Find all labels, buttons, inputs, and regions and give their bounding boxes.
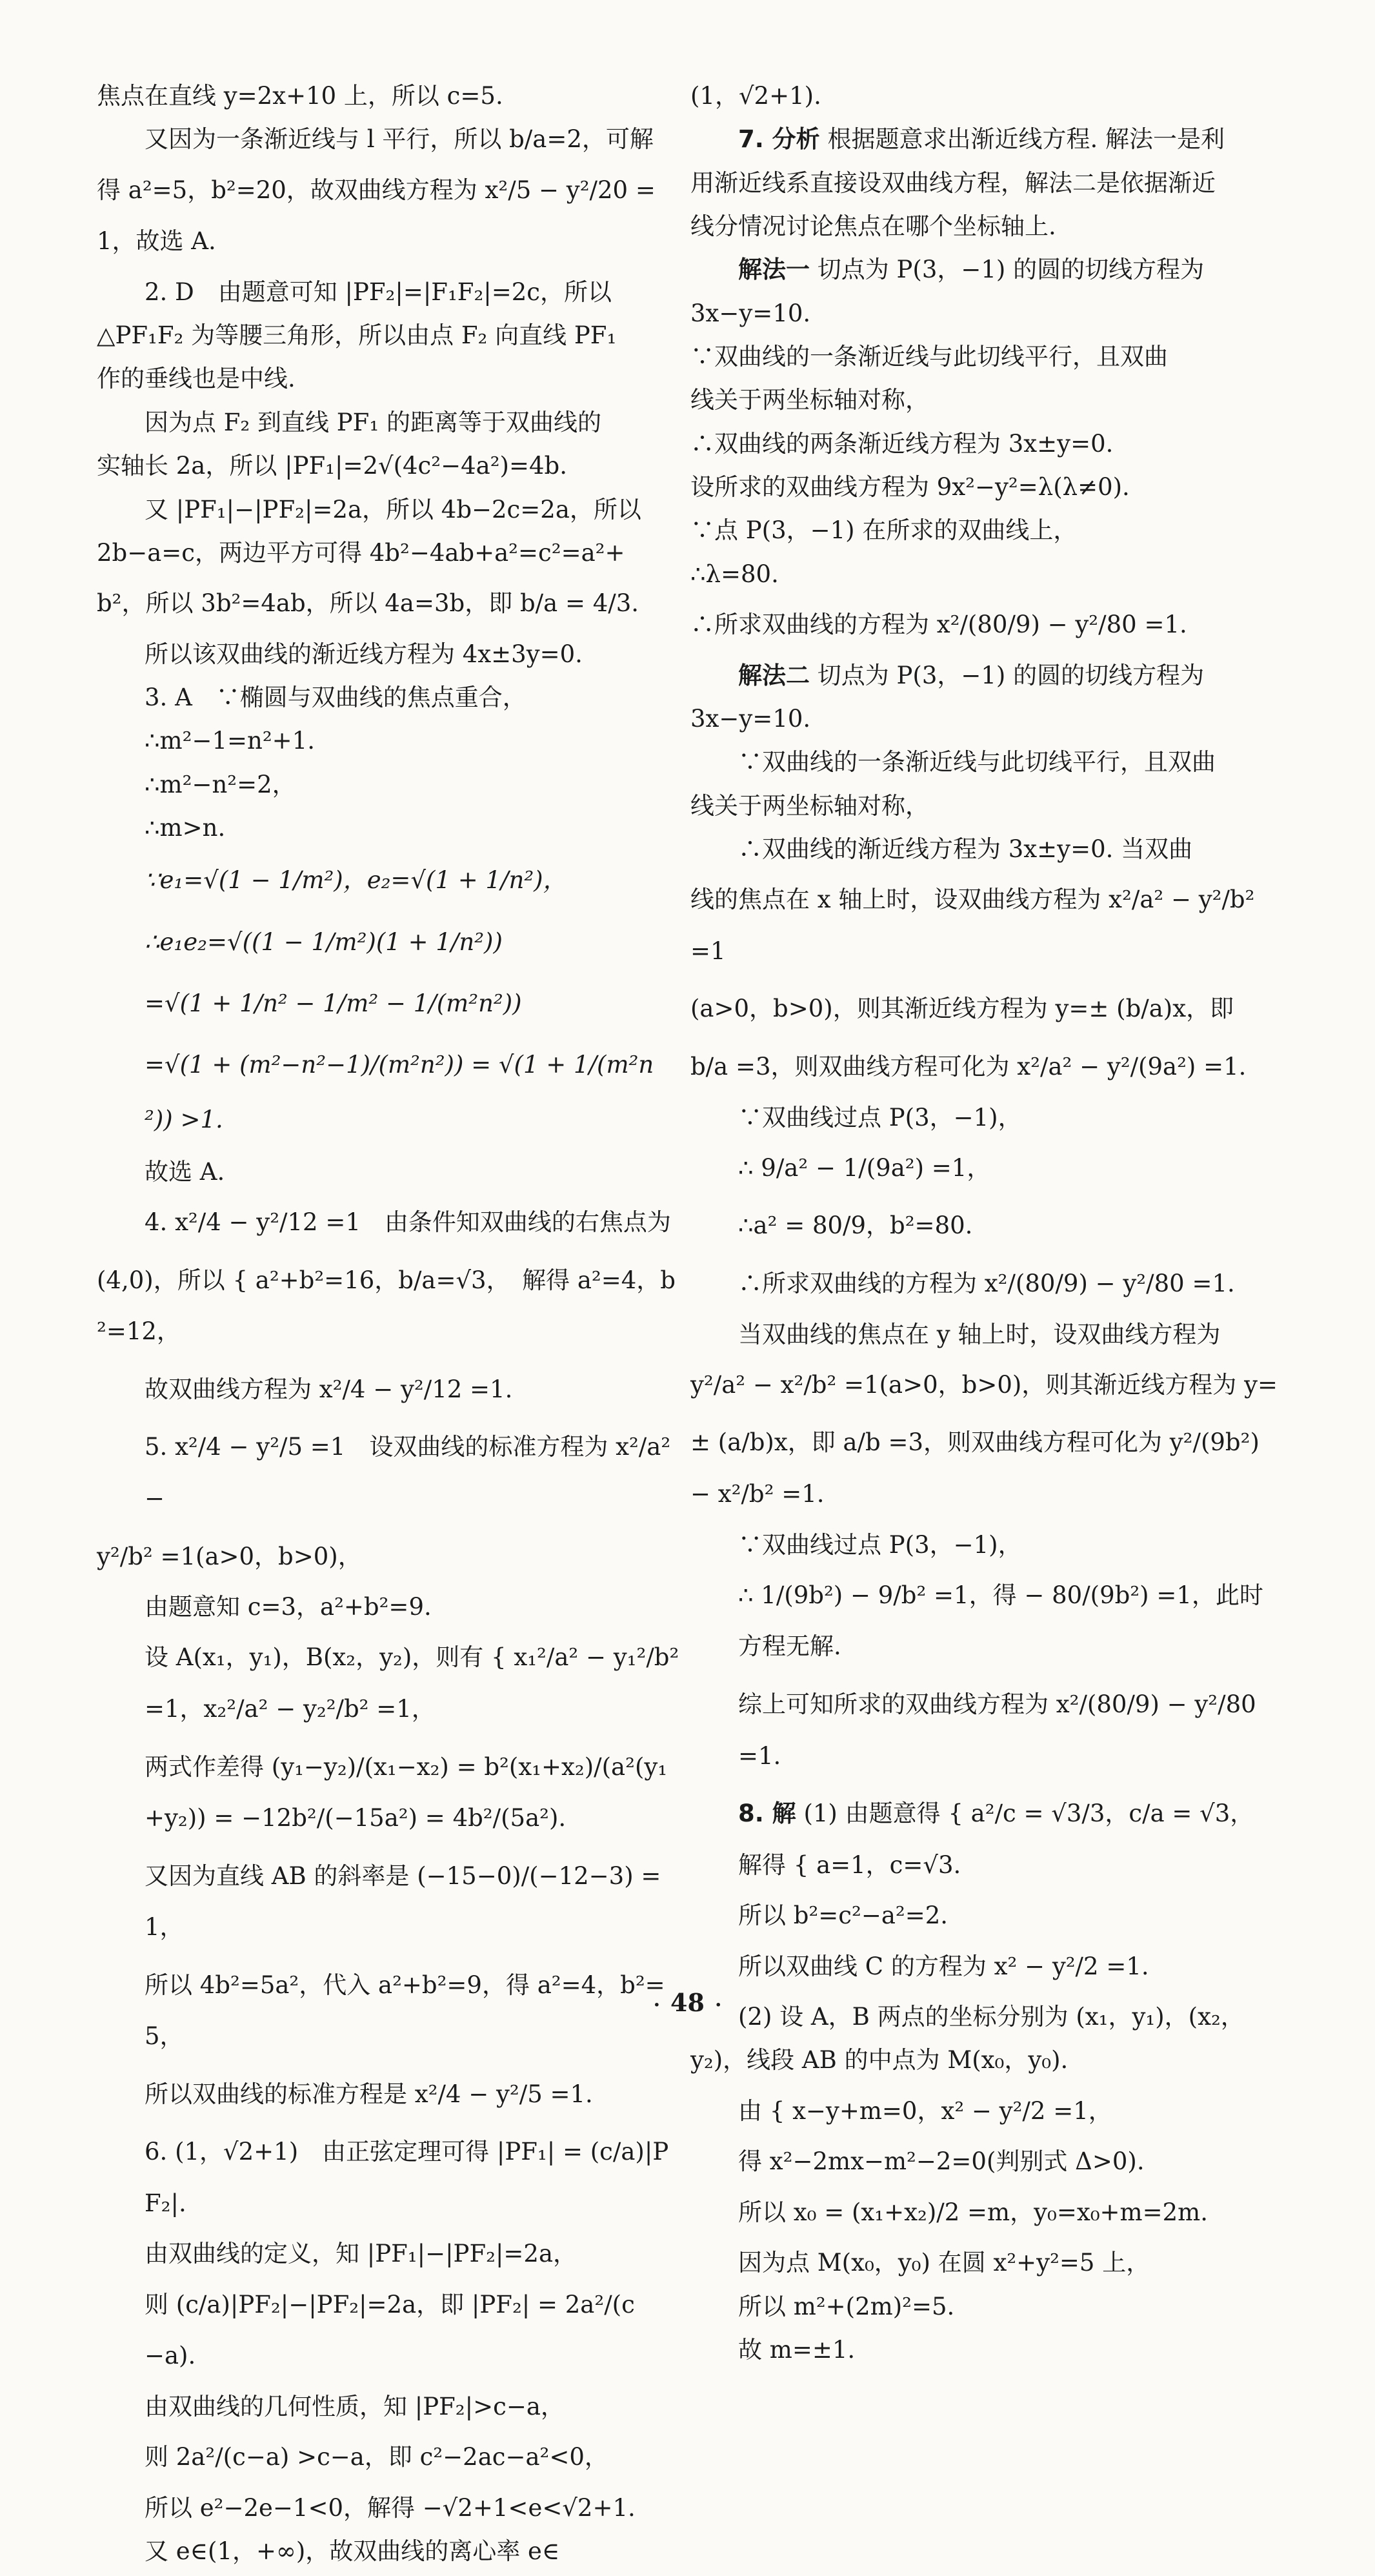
text-line — [97, 2533, 681, 2570]
text-line — [690, 787, 1281, 824]
solution-heading: 8. 解 — [738, 1800, 796, 1828]
text-line — [690, 744, 1281, 780]
line-text: 所以 b²=c²−a²=2. — [738, 1902, 948, 1930]
text-line — [97, 809, 681, 846]
line-text: 由题意知 c=3，a²+b²=9. — [145, 1593, 432, 1621]
text-line — [690, 251, 1281, 288]
line-text: ∴m²−1=n²+1. — [145, 727, 315, 755]
text-line — [97, 1364, 681, 1415]
line-text: 则 (c/a)|PF₂|−|PF₂|=2a，即 |PF₂| = 2a²/(c−a). — [145, 2290, 635, 2370]
line-text: 又 e∈(1，+∞)，故双曲线的离心率 e∈ — [145, 2537, 560, 2566]
text-line — [690, 2331, 1281, 2368]
line-text: 故 m=±1. — [738, 2335, 856, 2364]
line-text: 线分情况讨论焦点在哪个坐标轴上. — [690, 212, 1056, 241]
text-line — [97, 766, 681, 803]
line-text: 得 a²=5，b²=20，故双曲线方程为 x²/5 − y²/20 =1，故选 A. — [97, 176, 656, 256]
line-text: ∵双曲线过点 P(3，−1)， — [738, 1103, 1022, 1131]
line-text: (1) 由题意得 { a²/c = √3/3，c/a = √3， 解得 { a=1，c=√3. — [738, 1800, 1266, 1879]
text-line — [97, 1255, 681, 1357]
text-line — [690, 700, 1281, 737]
text-line — [97, 1531, 681, 1583]
text-line — [690, 1258, 1281, 1310]
line-text: 故选 A. — [145, 1157, 225, 1186]
text-line — [690, 1526, 1281, 1563]
text-line — [97, 1421, 681, 1524]
text-line — [97, 722, 681, 759]
line-text: 设所求的双曲线方程为 9x²−y²=λ(λ≠0). — [690, 473, 1130, 502]
line-text: 则 2a²/(c−a) >c−a，即 c²−2ac−a²<0， — [145, 2443, 608, 2471]
line-text: 又因为直线 AB 的斜率是 (−15−0)/(−12−3) =1， — [145, 1861, 661, 1942]
line-text: =√(1 + 1/n² − 1/m² − 1/(m²n²)) — [145, 989, 522, 1017]
line-text: 所以双曲线的标准方程是 x²/4 − y²/5 =1. — [145, 2080, 593, 2108]
text-line — [690, 874, 1281, 977]
line-text: 根据题意求出渐近线方程. 解法一是利 — [819, 125, 1225, 154]
text-line — [690, 1679, 1281, 1781]
text-line — [97, 2431, 681, 2483]
solution-heading: 解法二 — [738, 661, 810, 689]
line-text: ∴a² = 80/9，b²=80. — [738, 1212, 973, 1240]
line-text: 线的焦点在 x 轴上时，设双曲线方程为 x²/a² − y²/b² =1 — [690, 886, 1255, 965]
line-text: 设 A(x₁，y₁)，B(x₂，y₂)，则有 { x₁²/a² − y₁²/b² =1，x₂²/a² − y₂²/b² =1， — [145, 1643, 679, 1723]
text-line — [690, 1897, 1281, 1934]
line-text: 因为点 F₂ 到直线 PF₁ 的距离等于双曲线的 — [145, 408, 601, 436]
text-line — [690, 469, 1281, 505]
solution-heading: 解法一 — [738, 256, 810, 284]
text-line — [690, 1788, 1281, 1891]
line-text: 作的垂线也是中线. — [97, 365, 296, 393]
text-line — [97, 2490, 681, 2526]
line-text: y²/a² − x²/b² =1(a>0，b>0)，则其渐近线方程为 y= — [690, 1370, 1278, 1399]
text-line — [690, 1041, 1281, 1093]
line-text: 由 { x−y+m=0，x² − y²/2 =1， — [738, 2096, 1112, 2125]
line-text: ∴双曲线的渐近线方程为 3x±y=0. 当双曲 — [738, 835, 1193, 864]
line-text: ∴e₁e₂=√((1 − 1/m²)(1 + 1/n²)) — [145, 928, 503, 956]
line-text: ± (a/b)x，即 a/b =3，则双曲线方程可化为 y²/(9b²) − x²/b² =1. — [690, 1428, 1260, 1508]
line-text: 切点为 P(3，−1) 的圆的切线方程为 — [810, 256, 1205, 284]
text-line — [690, 1316, 1281, 1353]
line-text: ∵双曲线过点 P(3，−1)， — [738, 1530, 1022, 1559]
line-text: ∵双曲线的一条渐近线与此切线平行，且双曲 — [738, 748, 1216, 776]
text-line — [690, 77, 1281, 114]
text-line — [97, 274, 681, 310]
text-line — [97, 1741, 681, 1844]
line-text: ∴λ=80. — [690, 560, 779, 588]
text-line — [690, 121, 1281, 157]
line-text: 4. x²/4 − y²/12 =1 由条件知双曲线的右焦点为 — [145, 1208, 671, 1237]
text-line — [690, 165, 1281, 201]
text-line — [97, 2388, 681, 2425]
line-text: 3. A ∵椭圆与双曲线的焦点重合， — [145, 684, 527, 712]
text-line — [97, 1588, 681, 1625]
text-line — [97, 77, 681, 114]
right-column — [690, 77, 1281, 2375]
text-line — [97, 1851, 681, 1953]
line-text: 6. (1，√2+1) 由正弦定理可得 |PF₁| = (c/a)|PF₂|. — [145, 2138, 669, 2217]
line-text: ∵e₁=√(1 − 1/m²)，e₂=√(1 + 1/n²)， — [145, 866, 567, 895]
line-text: ∴所求双曲线的方程为 x²/(80/9) − y²/80 =1. — [738, 1270, 1235, 1298]
text-line — [690, 338, 1281, 375]
text-line — [690, 2288, 1281, 2325]
text-line — [97, 2126, 681, 2229]
text-line — [690, 556, 1281, 593]
text-line — [97, 2279, 681, 2382]
line-text: 3x−y=10. — [690, 705, 811, 733]
line-text: 所以 m²+(2m)²=5. — [738, 2292, 955, 2320]
line-text: 两式作差得 (y₁−y₂)/(x₁−x₂) = b²(x₁+x₂)/(a²(y₁+y₂)) = −12b²/(−15a²) = 4b²/(5a²). — [145, 1752, 668, 1832]
line-text: 又 |PF₁|−|PF₂|=2a，所以 4b−2c=2a，所以 — [145, 495, 641, 523]
text-line — [97, 121, 681, 157]
line-text: 3x−y=10. — [690, 299, 811, 327]
line-text: ∴m>n. — [145, 814, 226, 842]
text-line — [690, 983, 1281, 1035]
text-line — [690, 1941, 1281, 1993]
text-line — [97, 2069, 681, 2120]
line-text: ∴m²−n²=2， — [145, 770, 296, 798]
line-text: 综上可知所求的双曲线方程为 x²/(80/9) − y²/80 =1. — [738, 1690, 1256, 1770]
text-line — [690, 295, 1281, 332]
text-line — [97, 447, 681, 484]
text-line — [690, 1099, 1281, 1136]
text-line — [97, 317, 681, 354]
line-text: 得 x²−2mx−m²−2=0(判别式 Δ>0). — [738, 2147, 1145, 2176]
text-line — [97, 636, 681, 673]
text-line — [97, 491, 681, 528]
line-text: 故双曲线方程为 x²/4 − y²/12 =1. — [145, 1375, 513, 1403]
text-line — [690, 599, 1281, 651]
line-text: 由双曲线的几何性质，知 |PF₂|>c−a， — [145, 2392, 565, 2420]
text-line — [97, 976, 681, 1031]
line-text: 因为点 M(x₀，y₀) 在圆 x²+y²=5 上， — [738, 2249, 1150, 2277]
line-text: 所以 x₀ = (x₁+x₂)/2 =m，y₀=x₀+m=2m. — [738, 2198, 1209, 2226]
line-text: 2b−a=c，两边平方可得 4b²−4ab+a²=c²=a²+ — [97, 538, 625, 567]
line-text: 当双曲线的焦点在 y 轴上时，设双曲线方程为 — [738, 1320, 1221, 1348]
line-text: 5. x²/4 − y²/5 =1 设双曲线的标准方程为 x²/a² − — [145, 1433, 671, 1512]
page-number-dot-right: · — [714, 1994, 722, 2016]
text-line — [97, 2235, 681, 2272]
text-line — [690, 2187, 1281, 2238]
text-line — [690, 425, 1281, 462]
line-text: (1，√2+1). — [690, 82, 821, 110]
text-line — [690, 831, 1281, 867]
text-line — [690, 2143, 1281, 2180]
line-text: 由双曲线的定义，知 |PF₁|−|PF₂|=2a， — [145, 2240, 577, 2268]
line-text: 焦点在直线 y=2x+10 上，所以 c=5. — [97, 82, 503, 110]
text-line — [690, 657, 1281, 694]
line-text: 2. D 由题意可知 |PF₂|=|F₁F₂|=2c，所以 — [145, 278, 612, 306]
text-line — [97, 679, 681, 716]
text-line — [97, 578, 681, 629]
text-line — [97, 1037, 681, 1147]
text-line — [97, 1197, 681, 1248]
line-text: ∴ 1/(9b²) − 9/b² =1，得 − 80/(9b²) =1，此时方程无解. — [738, 1581, 1263, 1661]
text-line — [97, 534, 681, 571]
line-text: 切点为 P(3，−1) 的圆的切线方程为 — [810, 661, 1205, 689]
line-text: 实轴长 2a，所以 |PF₁|=2√(4c²−4a²)=4b. — [97, 452, 567, 480]
text-line — [97, 404, 681, 441]
line-text: (2) 设 A，B 两点的坐标分别为 (x₁，y₁)，(x₂， — [738, 2003, 1245, 2031]
text-line — [690, 208, 1281, 245]
left-column — [97, 77, 681, 2576]
line-text: ∴所求双曲线的方程为 x²/(80/9) − y²/80 =1. — [690, 611, 1187, 639]
line-text: 用渐近线系直接设双曲线方程，解法二是依据渐近 — [690, 168, 1216, 197]
text-line — [690, 2042, 1281, 2078]
line-text: ∴ 9/a² − 1/(9a²) =1， — [738, 1153, 991, 1182]
text-line — [97, 360, 681, 397]
line-text: (4,0)，所以 { a²+b²=16，b/a=√3， 解得 a²=4，b²=12， — [97, 1266, 676, 1346]
text-line — [690, 1200, 1281, 1252]
text-line — [690, 512, 1281, 549]
line-text: y₂)，线段 AB 的中点为 M(x₀，y₀). — [690, 2046, 1069, 2074]
line-text: 所以双曲线 C 的方程为 x² − y²/2 =1. — [738, 1952, 1149, 1980]
text-line — [97, 853, 681, 908]
line-text: b/a =3，则双曲线方程可化为 x²/a² − y²/(9a²) =1. — [690, 1053, 1247, 1081]
text-line — [690, 2244, 1281, 2281]
line-text: 线关于两坐标轴对称， — [690, 791, 929, 820]
line-text: 所以 e²−2e−1<0，解得 −√2+1<e<√2+1. — [145, 2493, 636, 2522]
text-line — [690, 1359, 1281, 1411]
line-text: 又因为一条渐近线与 l 平行，所以 b/a=2，可解 — [145, 125, 654, 154]
line-text: ∴双曲线的两条渐近线方程为 3x±y=0. — [690, 429, 1114, 458]
text-line — [97, 165, 681, 267]
line-text: (a>0，b>0)，则其渐近线方程为 y=± (b/a)x，即 — [690, 995, 1234, 1023]
text-line — [690, 2085, 1281, 2137]
line-text: 所以 4b²=5a²，代入 a²+b²=9，得 a²=4，b²=5， — [145, 1971, 665, 2051]
text-line — [690, 1570, 1281, 1672]
page-number-dot-left: · — [653, 1994, 661, 2016]
text-line — [97, 1153, 681, 1190]
page-number — [0, 1988, 1375, 2017]
page-number-value: 48 — [670, 1988, 705, 2017]
line-text: y²/b² =1(a>0，b>0)， — [97, 1542, 362, 1570]
line-text: 所以该双曲线的渐近线方程为 4x±3y=0. — [145, 640, 583, 668]
line-text: ∵点 P(3，−1) 在所求的双曲线上， — [690, 516, 1078, 545]
line-text: △PF₁F₂ 为等腰三角形，所以由点 F₂ 向直线 PF₁ — [97, 321, 617, 350]
text-line — [97, 915, 681, 969]
text-line — [690, 1142, 1281, 1194]
line-text: 线关于两坐标轴对称， — [690, 386, 929, 414]
text-line — [97, 1632, 681, 1734]
text-line — [690, 1417, 1281, 1519]
text-line — [690, 381, 1281, 418]
line-text: =√(1 + (m²−n²−1)/(m²n²)) = √(1 + 1/(m²n²)) >1. — [145, 1050, 654, 1133]
line-text: ∵双曲线的一条渐近线与此切线平行，且双曲 — [690, 343, 1168, 371]
line-text: b²，所以 3b²=4ab，所以 4a=3b，即 b/a = 4/3. — [97, 589, 639, 618]
solution-heading: 7. 分析 — [738, 125, 820, 154]
